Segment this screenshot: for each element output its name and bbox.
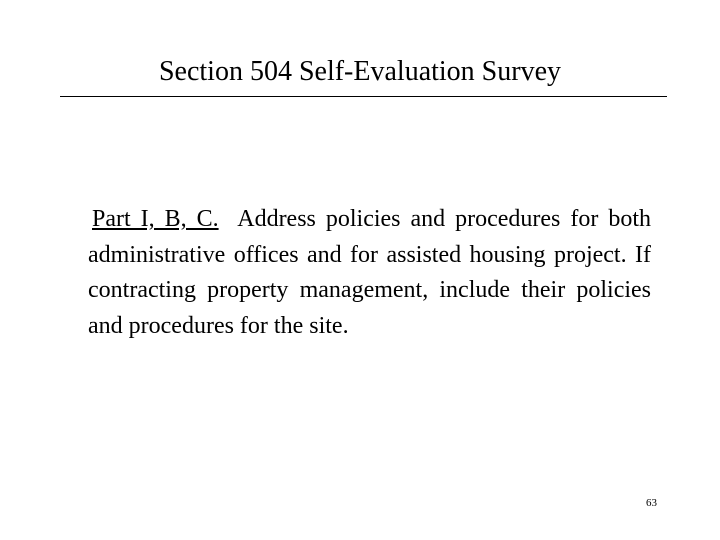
body-paragraph [88, 202, 651, 344]
page-number: 63 [646, 497, 657, 509]
part-separator [219, 206, 238, 232]
title-divider [60, 96, 667, 97]
body-text: Address policies and procedures for both administrative offices and for assisted housing project. If contracting property management, include their policies and procedures for the site. [88, 206, 652, 339]
part-reference: Part I, B, C. [92, 206, 219, 232]
slide-title: Section 504 Self-Evaluation Survey [158, 56, 562, 87]
